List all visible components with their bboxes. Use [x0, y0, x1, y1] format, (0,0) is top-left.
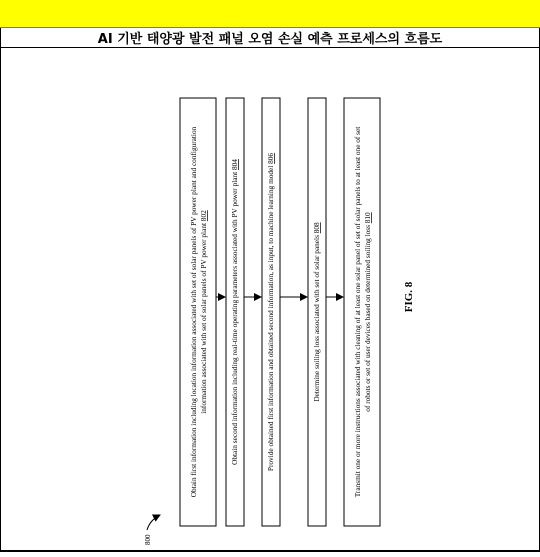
step-802-ref: 802: [199, 210, 208, 222]
figure-ref-800: 800: [144, 534, 152, 545]
step-802-line1: Obtain first information including location information associated with set of solar panels of PV power plant and configuration: [189, 126, 198, 498]
step-804-text: Obtain second information including real-time operating parameters associated with PV power plant 804: [230, 159, 239, 465]
step-808-text: Determine soiling loss associated with set of solar panels 808: [312, 222, 321, 402]
step-box-802: [180, 98, 216, 526]
figure-label: FIG. 8: [403, 281, 415, 313]
top-banner: [0, 0, 540, 28]
step-804-ref: 804: [230, 159, 239, 171]
step-box-810: [344, 98, 380, 526]
step-802-line2: information associated with set of solar panels of PV power plant 802: [199, 210, 208, 414]
step-806-text: Provide obtained first information and obtained second information, as input, to machine learning model 806: [266, 152, 275, 472]
flowchart-drawing: [0, 48, 540, 552]
title-row: [0, 28, 540, 48]
step-808-ref: 808: [312, 222, 321, 234]
ref-800-leader-arrow: [147, 515, 160, 530]
step-810-line2: of robots or set of user devices based on determined soiling loss 810: [363, 212, 372, 412]
step-810-line1: Transmit one or more instructions associated with cleaning of at least one solar panel of set of solar panels to at least one of set: [353, 126, 362, 498]
step-810-ref: 810: [363, 212, 372, 224]
step-806-ref: 806: [266, 152, 275, 164]
page-title: AI 기반 태양광 발전 패널 오염 손실 예측 프로세스의 흐름도: [97, 32, 443, 47]
